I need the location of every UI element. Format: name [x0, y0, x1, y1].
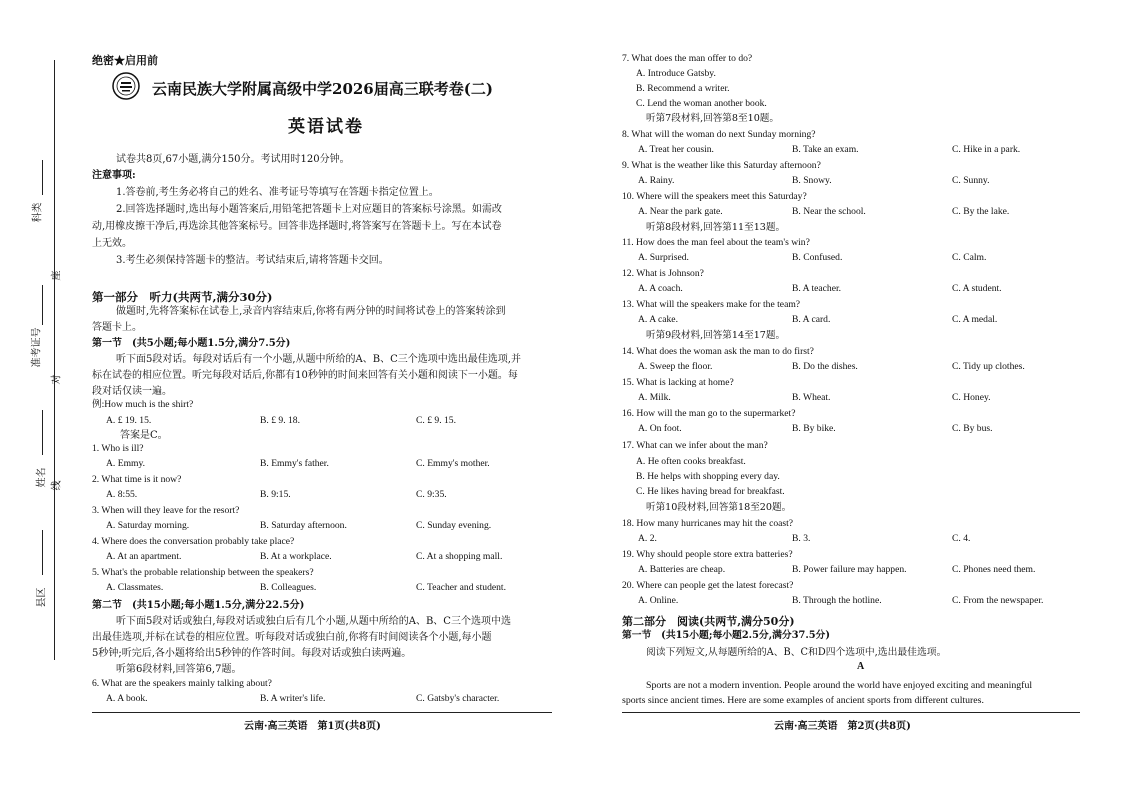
q7-stem: 7. What does the man offer to do?: [622, 53, 753, 64]
option-b: B. Emmy's father.: [260, 458, 329, 469]
option-c: C. Hike in a park.: [952, 144, 1021, 155]
part1-title: 第一部分 听力(共两节,满分30分): [92, 290, 273, 304]
option-b: B. Saturday afternoon.: [260, 520, 347, 531]
option-c: C. Sunday evening.: [416, 520, 492, 531]
option-c: C. Honey.: [952, 392, 991, 403]
listen-10: 听第10段材料,回答第18至20题。: [646, 502, 792, 513]
q6-stem: 6. What are the speakers mainly talking about?: [92, 678, 272, 689]
side-label-zkz: 准考证号: [31, 327, 43, 368]
question-stem: 11. How does the man feel about the team's win?: [622, 237, 810, 248]
option-a: A. Treat her cousin.: [638, 144, 714, 155]
option-a: A. Sweep the floor.: [638, 361, 713, 372]
question-stem: 5. What's the probable relationship between the speakers?: [92, 567, 314, 578]
option-b: B. Do the dishes.: [792, 361, 858, 372]
side-label-zuo: 座: [51, 270, 63, 281]
question-stem: 15. What is lacking at home?: [622, 377, 734, 388]
part1-desc-2: 答题卡上。: [92, 322, 142, 333]
sec1-desc-1: 听下面5段对话。每段对话后有一个小题,从题中所给的A、B、C三个选项中选出最佳选项,并: [116, 354, 521, 365]
sec1-title: 第一节 (共5小题;每小题1.5分,满分7.5分): [92, 338, 291, 349]
note-3: 3.考生必须保持答题卡的整洁。考试结束后,请将答题卡交回。: [116, 255, 389, 266]
q6-option-a: A. A book.: [106, 693, 148, 704]
q6-option-c: C. Gatsby's character.: [416, 693, 500, 704]
side-blank-ke: [42, 160, 43, 195]
subject-title: 英语试卷: [288, 117, 364, 137]
footer-rule-left: [92, 712, 552, 713]
option-c: C. Emmy's mother.: [416, 458, 490, 469]
passage-label: A: [857, 661, 865, 672]
q7-option-b: B. Recommend a writer.: [636, 83, 730, 94]
footer-rule-right: [622, 712, 1080, 713]
question-stem: 13. What will the speakers make for the team?: [622, 299, 801, 310]
footer-left: 云南·高三英语 第1页(共8页): [244, 721, 381, 732]
q17-option-a: A. He often cooks breakfast.: [636, 456, 746, 467]
sec1-desc-2: 标在试卷的相应位置。听完每段对话后,你都有10秒钟的时间来回答有关小题和阅读下一小题。每: [92, 370, 518, 381]
option-b: B. Near the school.: [792, 206, 866, 217]
question-stem: 2. What time is it now?: [92, 474, 182, 485]
option-a: A. 2.: [638, 533, 657, 544]
option-a: A. Surprised.: [638, 252, 689, 263]
question-stem: 4. Where does the conversation probably take place?: [92, 536, 295, 547]
option-a: A. Classmates.: [106, 582, 164, 593]
option-b: B. Wheat.: [792, 392, 831, 403]
sec2-desc-1: 听下面5段对话或独白,每段对话或独白后有几个小题,从题中所给的A、B、C三个选项中选: [116, 616, 511, 627]
question-stem: 1. Who is ill?: [92, 443, 144, 454]
q17-stem: 17. What can we infer about the man?: [622, 440, 768, 451]
option-b: B. By bike.: [792, 423, 836, 434]
note-2b: 动,用橡皮擦干净后,再选涂其他答案标号。回答非选择题时,将答案写在答题卡上。写在本试卷: [92, 221, 502, 232]
question-stem: 9. What is the weather like this Saturday afternoon?: [622, 160, 821, 171]
option-c: C. 4.: [952, 533, 971, 544]
option-b: B. At a workplace.: [260, 551, 332, 562]
option-a: A. On foot.: [638, 423, 682, 434]
question-stem: 3. When will they leave for the resort?: [92, 505, 240, 516]
note-2a: 2.回答选择题时,选出每小题答案后,用铅笔把答题卡上对应题目的答案标号涂黑。如需改: [116, 204, 502, 215]
option-b: B. Colleagues.: [260, 582, 317, 593]
example-answer: 答案是C。: [120, 430, 168, 441]
question-stem: 12. What is Johnson?: [622, 268, 704, 279]
option-a: A. Rainy.: [638, 175, 675, 186]
notes-title: 注意事项:: [92, 170, 136, 181]
option-a: A. Emmy.: [106, 458, 146, 469]
option-c: C. Tidy up clothes.: [952, 361, 1025, 372]
option-c: C. Phones need them.: [952, 564, 1036, 575]
sec1-desc-3: 段对话仅读一遍。: [92, 386, 172, 397]
side-label-ke: 科类: [32, 202, 44, 223]
option-b: B. Through the hotline.: [792, 595, 882, 606]
note-2c: 上无效。: [92, 238, 132, 249]
option-a: A. Saturday morning.: [106, 520, 190, 531]
side-blank-xq: [42, 530, 43, 575]
q7-option-c: C. Lend the woman another book.: [636, 98, 767, 109]
option-c: C. Sunny.: [952, 175, 990, 186]
option-a: A. Batteries are cheap.: [638, 564, 726, 575]
option-c: C. Teacher and student.: [416, 582, 506, 593]
option-a: A. Near the park gate.: [638, 206, 723, 217]
question-stem: 20. Where can people get the latest forecast?: [622, 580, 794, 591]
option-b: B. A card.: [792, 314, 831, 325]
example-option-a: A. £ 19. 15.: [106, 415, 152, 426]
option-c: C. By the lake.: [952, 206, 1010, 217]
option-a: A. A cake.: [638, 314, 678, 325]
side-label-xq: 县区: [36, 587, 48, 608]
example-option-c: C. £ 9. 15.: [416, 415, 456, 426]
side-blank-xm: [42, 410, 43, 455]
option-c: C. Calm.: [952, 252, 987, 263]
part2-sec1-title: 第一节 (共15小题;每小题2.5分,满分37.5分): [622, 630, 830, 641]
option-a: A. A coach.: [638, 283, 683, 294]
passage-line-1: Sports are not a modern invention. People around the world have enjoyed exciting and meaningful: [646, 680, 1033, 691]
listen-7: 听第7段材料,回答第8至10题。: [646, 113, 779, 124]
option-b: B. Snowy.: [792, 175, 832, 186]
option-c: C. A student.: [952, 283, 1002, 294]
school-logo: [112, 72, 140, 100]
option-a: A. Online.: [638, 595, 679, 606]
question-stem: 19. Why should people store extra batteries?: [622, 549, 793, 560]
listen-9: 听第9段材料,回答第14至17题。: [646, 330, 786, 341]
q6-option-b: B. A writer's life.: [260, 693, 326, 704]
sec2-desc-2: 出最佳选项,并标在试卷的相应位置。听每段对话或独白前,你将有时间阅读各个小题,每小题: [92, 632, 492, 643]
note-1: 1.答卷前,考生务必将自己的姓名、准考证号等填写在答题卡指定位置上。: [116, 187, 439, 198]
option-b: B. A teacher.: [792, 283, 842, 294]
option-c: C. From the newspaper.: [952, 595, 1044, 606]
option-b: B. Confused.: [792, 252, 843, 263]
sec2-title: 第二节 (共15小题;每小题1.5分,满分22.5分): [92, 600, 305, 611]
part1-desc-1: 做题时,先将答案标在试卷上,录音内容结束后,你将有两分钟的时间将试卷上的答案转涂到: [116, 306, 506, 317]
option-a: A. 8:55.: [106, 489, 138, 500]
option-b: B. 9:15.: [260, 489, 291, 500]
q17-option-b: B. He helps with shopping every day.: [636, 471, 780, 482]
example-question: 例:How much is the shirt?: [92, 399, 194, 410]
side-label-dui: 对: [51, 374, 63, 385]
listen-8: 听第8段材料,回答第11至13题。: [646, 222, 786, 233]
listen-6: 听第6段材料,回答第6,7题。: [116, 664, 242, 675]
sec2-desc-3: 5秒钟;听完后,各小题将给出5秒钟的作答时间。每段对话或独白读两遍。: [92, 648, 412, 659]
secret-label: 绝密★启用前: [92, 54, 158, 67]
option-a: A. Milk.: [638, 392, 671, 403]
option-b: B. Take an exam.: [792, 144, 859, 155]
q7-option-a: A. Introduce Gatsby.: [636, 68, 716, 79]
question-stem: 16. How will the man go to the supermarket?: [622, 408, 796, 419]
part2-title: 第二部分 阅读(共两节,满分50分): [622, 615, 795, 628]
q17-option-c: C. He likes having bread for breakfast.: [636, 486, 785, 497]
option-b: B. Power failure may happen.: [792, 564, 907, 575]
side-label-xian: 线: [51, 480, 63, 491]
option-a: A. At an apartment.: [106, 551, 182, 562]
exam-intro: 试卷共8页,67小题,满分150分。考试用时120分钟。: [116, 154, 350, 165]
passage-line-2: sports since ancient times. Here are some examples of ancient sports from different cultures.: [622, 695, 984, 706]
option-c: C. A medal.: [952, 314, 998, 325]
binding-line: [54, 60, 55, 660]
question-stem: 14. What does the woman ask the man to do first?: [622, 346, 814, 357]
option-c: C. 9:35.: [416, 489, 447, 500]
option-c: C. By bus.: [952, 423, 993, 434]
example-option-b: B. £ 9. 18.: [260, 415, 300, 426]
question-stem: 10. Where will the speakers meet this Saturday?: [622, 191, 807, 202]
side-blank-zkz: [42, 285, 43, 325]
school-title: 云南民族大学附属高级中学2026届高三联考卷(二): [152, 80, 493, 98]
option-b: B. 3.: [792, 533, 811, 544]
question-stem: 18. How many hurricanes may hit the coast?: [622, 518, 794, 529]
part2-desc: 阅读下列短文,从每题所给的A、B、C和D四个选项中,选出最佳选项。: [646, 647, 947, 658]
question-stem: 8. What will the woman do next Sunday morning?: [622, 129, 816, 140]
option-c: C. At a shopping mall.: [416, 551, 503, 562]
side-label-xm: 姓名: [36, 467, 48, 488]
footer-right: 云南·高三英语 第2页(共8页): [774, 721, 911, 732]
